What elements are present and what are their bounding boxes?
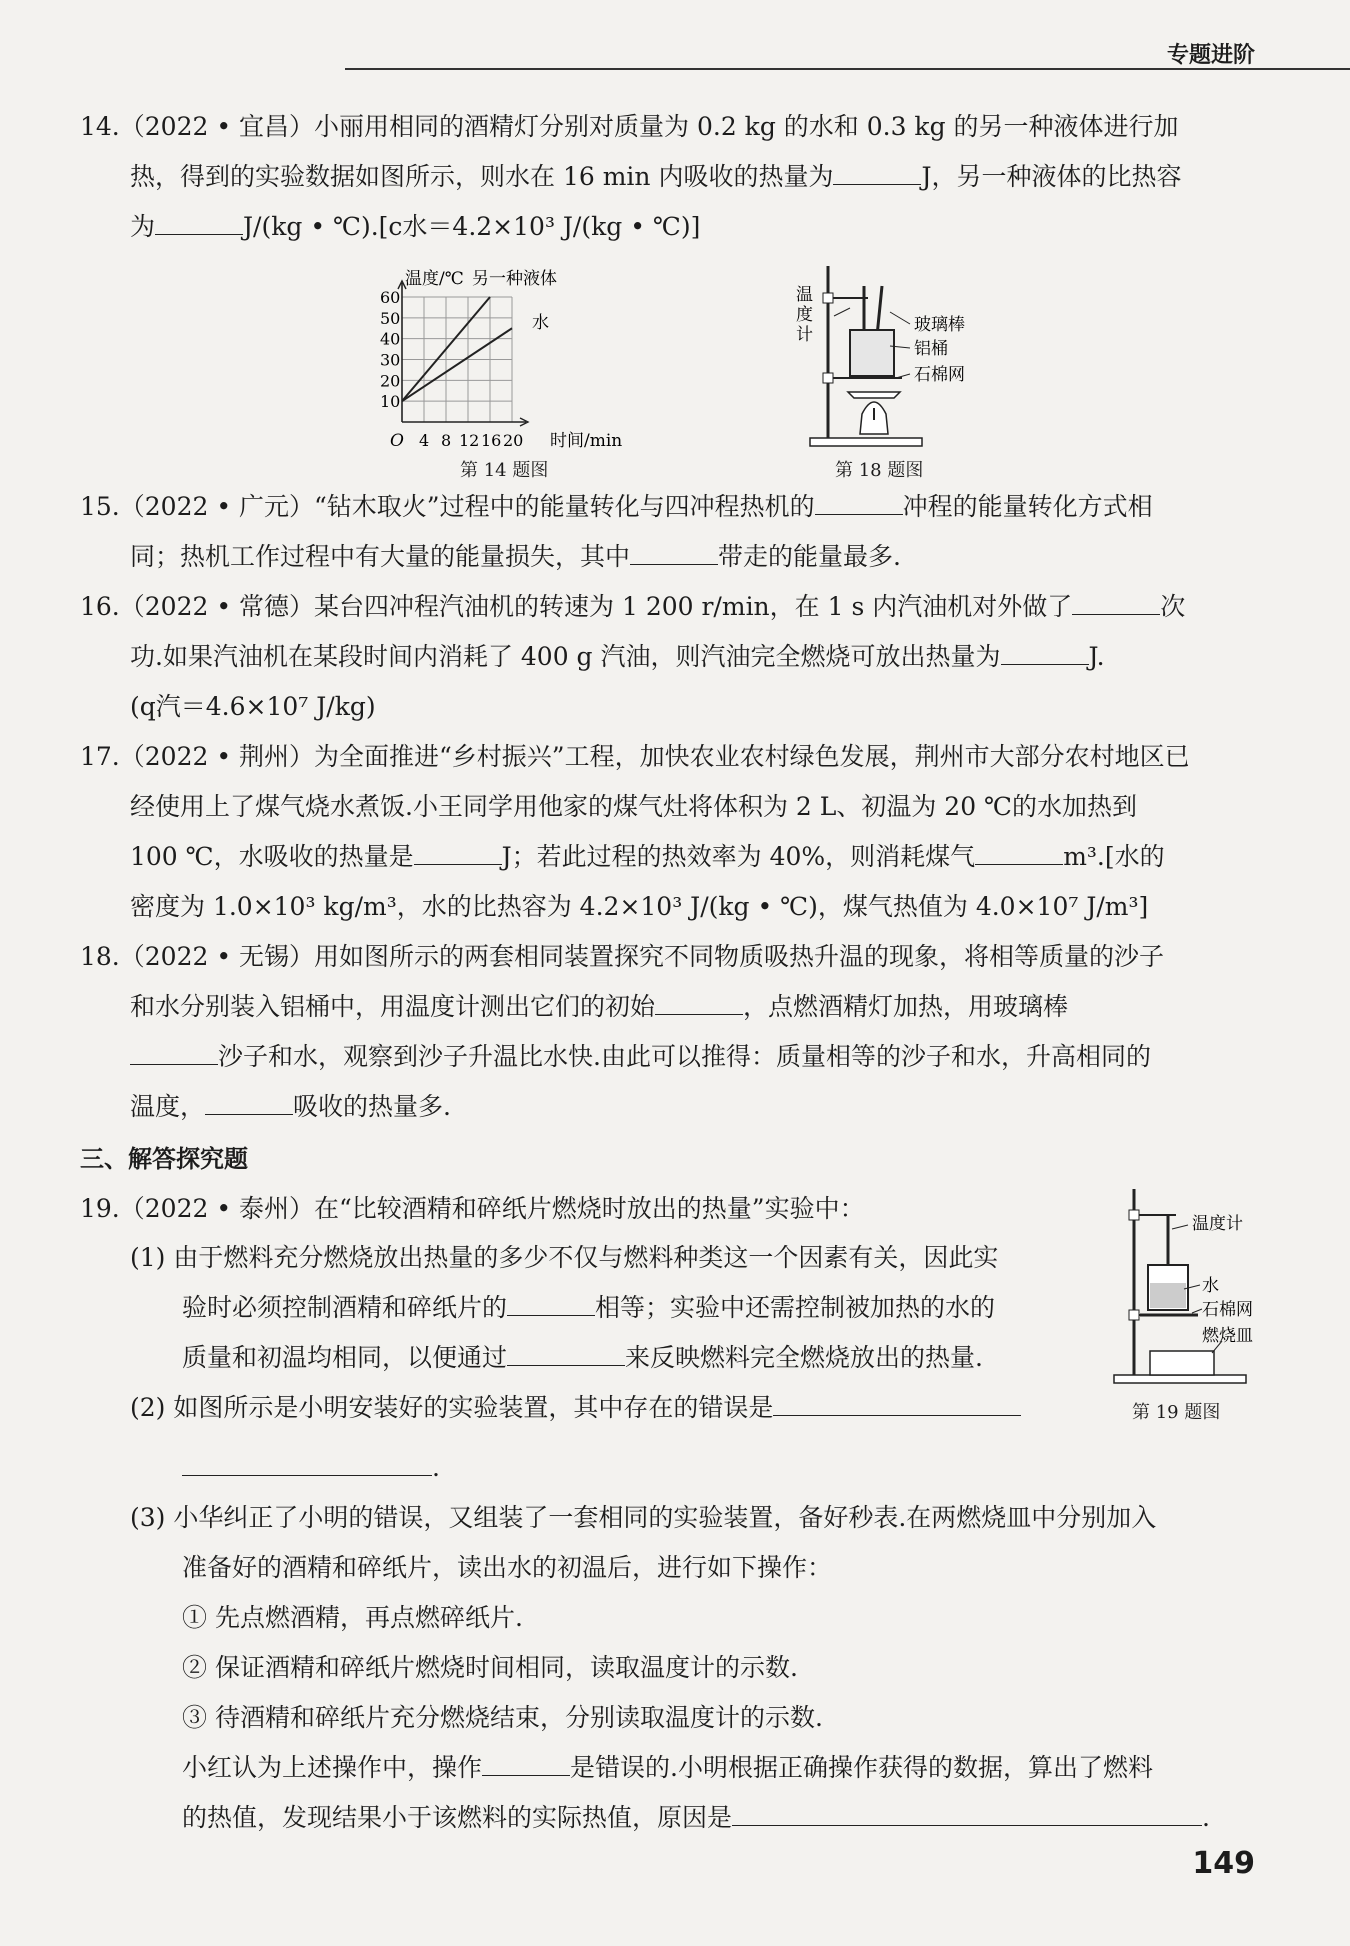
q18-text-b: ，点燃酒精灯加热，用玻璃棒 (743, 992, 1069, 1021)
q19-period-b: . (1202, 1803, 1210, 1832)
x-tick-label: 16 (481, 431, 502, 450)
q15-line2 (130, 540, 901, 574)
fig14-origin: O (390, 431, 404, 451)
q18-text-e: 吸收的热量多. (293, 1092, 451, 1121)
q14-line3 (130, 210, 700, 244)
y-tick-label: 60 (380, 288, 401, 307)
page-number: 149 (1192, 1846, 1255, 1881)
q19-text-g: 是错误的.小明根据正确操作获得的数据，算出了燃料 (570, 1753, 1153, 1782)
q18-text-c: 沙子和水，观察到沙子升温比水快.由此可以推得：质量相等的沙子和水，升高相同的 (218, 1042, 1151, 1071)
q19-text-d: 来反映燃料完全燃烧放出的热量. (625, 1343, 983, 1372)
q14-text-a: 热，得到的实验数据如图所示，则水在 16 min 内吸收的热量为 (130, 162, 834, 191)
q15-blank1[interactable] (815, 490, 903, 515)
thermometer-label-char: 温 (796, 285, 813, 305)
thermometer-label: 温度计 (1192, 1214, 1243, 1234)
q14-text-c: 为 (130, 212, 156, 241)
fig14-xlabel: 时间/min (550, 431, 623, 451)
q19-blank2[interactable] (507, 1341, 625, 1366)
q14-line1: 14.（2022 • 宜昌）小丽用相同的酒精灯分别对质量为 0.2 kg 的水和 0.3 kg 的另一种液体进行加 (80, 112, 1179, 141)
q14-line2 (130, 160, 1182, 194)
thermometer-label (796, 285, 813, 345)
fig14-ylabel: 温度/℃ (405, 269, 464, 289)
q19-blank3[interactable] (773, 1391, 1021, 1416)
fig14-legend-other: 另一种液体 (472, 269, 557, 289)
q14-text-b: J，另一种液体的比热容 (921, 162, 1182, 191)
q17-text-b: J；若此过程的热效率为 40%，则消耗煤气 (501, 842, 976, 871)
burning-dish-label: 燃烧皿 (1202, 1326, 1253, 1346)
thermometer-label-char: 度 (796, 305, 813, 325)
q19-blank6[interactable] (732, 1801, 1202, 1826)
fig14-caption: 第 14 题图 (460, 460, 549, 481)
q19-step1: ① 先点燃酒精，再点燃碎纸片. (182, 1603, 523, 1632)
q19-p1-line2 (182, 1291, 995, 1325)
q16-text-b: 次 (1160, 592, 1186, 621)
q19-p4-line1 (182, 1751, 1153, 1785)
x-tick-label: 20 (503, 431, 524, 450)
q17-line3 (130, 840, 1165, 874)
y-tick-label: 20 (380, 371, 401, 391)
q19-p2-line1 (130, 1391, 1021, 1425)
fig18-apparatus (790, 258, 990, 453)
q18-blank2[interactable] (130, 1040, 218, 1065)
asbestos-net-label: 石棉网 (1202, 1300, 1253, 1320)
fig14-chart (360, 262, 650, 452)
q19-blank4[interactable] (182, 1451, 432, 1476)
q15-text-b: 冲程的能量转化方式相 (902, 492, 1153, 521)
q16-text-a: 16.（2022 • 常德）某台四冲程汽油机的转速为 1 200 r/min，在 1 s 内汽油机对外做了 (80, 592, 1073, 621)
q17-line4: 密度为 1.0×10³ kg/m³，水的比热容为 4.2×10³ J/(kg • ℃)，煤气热值为 4.0×10⁷ J/m³] (130, 892, 1149, 921)
q18-line1: 18.（2022 • 无锡）用如图所示的两套相同装置探究不同物质吸热升温的现象，将相等质量的沙子 (80, 942, 1165, 971)
fig14-legend-water: 水 (532, 313, 549, 333)
q15-text-a: 15.（2022 • 广元）“钻木取火”过程中的能量转化与四冲程热机的 (80, 492, 815, 521)
q15-line1 (80, 490, 1153, 524)
y-tick-label: 10 (380, 392, 401, 412)
q16-line3: (q汽＝4.6×10⁷ J/kg) (130, 692, 376, 721)
q15-text-c: 同；热机工作过程中有大量的能量损失，其中 (130, 542, 631, 571)
q19-step3: ③ 待酒精和碎纸片充分燃烧结束，分别读取温度计的示数. (182, 1703, 823, 1732)
q19-text-c: 质量和初温均相同，以便通过 (182, 1343, 508, 1372)
q18-line3 (130, 1040, 1151, 1074)
q17-text-c: m³.[水的 (1063, 842, 1165, 871)
q19-blank5[interactable] (482, 1751, 570, 1776)
q16-blank2[interactable] (1001, 640, 1089, 665)
q19-p5-line1 (182, 1801, 1210, 1835)
q19-p1-line1: (1) 由于燃料充分燃烧放出热量的多少不仅与燃料种类这一个因素有关，因此实 (130, 1243, 999, 1272)
q19-blank1[interactable] (507, 1291, 595, 1316)
header-rule (345, 68, 1350, 70)
q18-text-d: 温度， (130, 1092, 206, 1121)
q17-blank2[interactable] (975, 840, 1063, 865)
glass-rod-label: 玻璃棒 (914, 315, 965, 335)
q19-step2: ② 保证酒精和碎纸片燃烧时间相同，读取温度计的示数. (182, 1653, 798, 1682)
q16-line1 (80, 590, 1185, 624)
q15-text-d: 带走的能量最多. (718, 542, 901, 571)
x-tick-label: 4 (419, 431, 430, 450)
q18-blank3[interactable] (205, 1090, 293, 1115)
thermometer-label-char: 计 (796, 325, 813, 345)
series-line-water (402, 328, 512, 401)
q16-line2 (130, 640, 1105, 674)
y-tick-label: 50 (380, 308, 401, 328)
q18-text-a: 和水分别装入铝桶中，用温度计测出它们的初始 (130, 992, 656, 1021)
fig19-apparatus (1110, 1185, 1280, 1385)
y-tick-label: 30 (380, 350, 401, 370)
q19-text-h: 的热值，发现结果小于该燃料的实际热值，原因是 (182, 1803, 733, 1832)
x-tick-label: 8 (441, 431, 452, 450)
q14-text-d: J/(kg • ℃).[c水＝4.2×10³ J/(kg • ℃)] (243, 212, 701, 241)
q19-text-f: 小红认为上述操作中，操作 (182, 1753, 483, 1782)
q19-line1: 19.（2022 • 泰州）在“比较酒精和碎纸片燃烧时放出的热量”实验中： (80, 1194, 865, 1223)
q19-period-a: . (432, 1453, 440, 1482)
q19-text-a: 验时必须控制酒精和碎纸片的 (182, 1293, 508, 1322)
q19-text-e: (2) 如图所示是小明安装好的实验装置，其中存在的错误是 (130, 1393, 774, 1422)
q17-blank1[interactable] (414, 840, 502, 865)
q16-text-c: 功.如果汽油机在某段时间内消耗了 400 g 汽油，则汽油完全燃烧可放出热量为 (130, 642, 1001, 671)
aluminum-bucket-label: 铝桶 (914, 339, 948, 359)
q19-p2-line2 (182, 1451, 440, 1485)
q19-p3-line1: (3) 小华纠正了小明的错误，又组装了一套相同的实验装置，备好秒表.在两燃烧皿中分别加入 (130, 1503, 1157, 1532)
y-tick-label: 40 (380, 329, 401, 349)
q14-blank2[interactable] (155, 210, 243, 235)
fig18-caption: 第 18 题图 (835, 460, 924, 481)
q19-text-b: 相等；实验中还需控制被加热的水的 (595, 1293, 996, 1322)
q16-blank1[interactable] (1072, 590, 1160, 615)
q16-text-d: J. (1088, 642, 1105, 671)
q19-p3-line2: 准备好的酒精和碎纸片，读出水的初温后，进行如下操作： (182, 1553, 833, 1582)
q17-line2: 经使用上了煤气烧水煮饭.小王同学用他家的煤气灶将体积为 2 L、初温为 20 ℃的水加热到 (130, 792, 1138, 821)
fig19-caption: 第 19 题图 (1132, 1402, 1221, 1423)
q18-line4 (130, 1090, 451, 1124)
q17-text-a: 100 ℃，水吸收的热量是 (130, 842, 414, 871)
q15-blank2[interactable] (630, 540, 718, 565)
section-header: 专题进阶 (1166, 43, 1255, 68)
x-tick-label: 12 (459, 431, 480, 450)
asbestos-net-label: 石棉网 (914, 365, 965, 385)
q18-blank1[interactable] (655, 990, 743, 1015)
water-label: 水 (1202, 1276, 1219, 1296)
q18-line2 (130, 990, 1068, 1024)
q14-blank1[interactable] (833, 160, 921, 185)
q19-p1-line3 (182, 1341, 983, 1375)
section-title: 三、解答探究题 (80, 1145, 248, 1173)
q17-line1: 17.（2022 • 荆州）为全面推进“乡村振兴”工程，加快农业农村绿色发展，荆州市大部分农村地区已 (80, 742, 1190, 771)
